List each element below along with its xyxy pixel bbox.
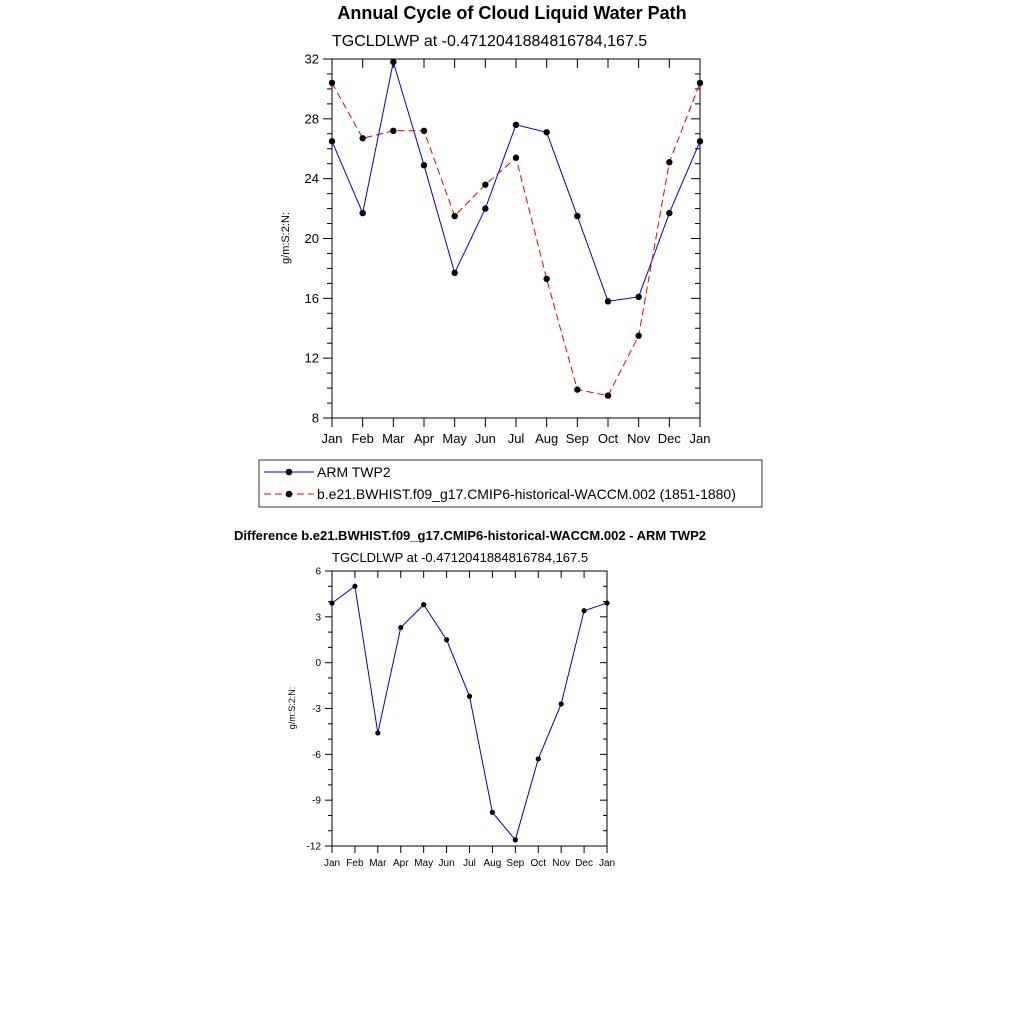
data-point — [536, 756, 541, 761]
data-point — [398, 625, 403, 630]
y-tick-label: 12 — [304, 350, 319, 366]
x-tick-label: Feb — [346, 858, 364, 869]
data-point — [605, 392, 611, 398]
data-point — [574, 213, 580, 219]
x-tick-labels — [324, 858, 615, 869]
data-point — [666, 210, 672, 216]
data-point — [390, 128, 396, 134]
legend-marker-model — [286, 491, 293, 498]
x-tick-label: Jan — [323, 858, 341, 869]
data-point — [666, 159, 672, 165]
legend — [259, 460, 762, 507]
data-point — [467, 694, 472, 699]
data-point — [543, 276, 549, 282]
x-tick-label: Dec — [657, 431, 681, 446]
plot-frame — [332, 571, 607, 846]
data-point — [635, 294, 641, 300]
x-tick-label: Sep — [506, 858, 525, 869]
y-tick-label: 16 — [304, 290, 319, 306]
legend-label-arm: ARM TWP2 — [317, 464, 391, 480]
data-point — [390, 59, 396, 65]
data-point — [359, 210, 365, 216]
data-point — [513, 155, 519, 161]
series-line-0 — [332, 62, 700, 301]
x-tick-label: Apr — [392, 858, 409, 869]
x-tick-label: Jan — [321, 431, 343, 446]
y-tick-label: 28 — [304, 111, 319, 127]
x-tick-label: Sep — [565, 431, 589, 446]
data-point — [543, 129, 549, 135]
plot-frame — [332, 59, 700, 418]
data-point — [559, 701, 564, 706]
data-point — [513, 122, 519, 128]
y-tick-label: 3 — [315, 612, 321, 624]
x-tick-label: Jan — [598, 858, 616, 869]
data-point — [352, 584, 357, 589]
data-point — [635, 333, 641, 339]
series-line-1 — [332, 83, 700, 396]
y-tick-label: 8 — [311, 410, 319, 426]
y-axis-label: g/m:S:2:N: — [280, 212, 292, 264]
data-point — [444, 637, 449, 642]
data-point — [513, 837, 518, 842]
legend-label-model: b.e21.BWHIST.f09_g17.CMIP6-historical-WACCM.002 (1851-1880) — [317, 486, 736, 502]
data-point — [490, 810, 495, 815]
x-tick-label: Jun — [438, 858, 455, 869]
x-tick-label: Oct — [530, 858, 547, 869]
data-point — [574, 386, 580, 392]
x-tick-labels — [322, 431, 711, 446]
x-tick-label: Jul — [463, 858, 476, 869]
y-tick-label: -12 — [306, 841, 321, 853]
x-tick-label: Jan — [689, 431, 711, 446]
y-tick-label: -3 — [312, 704, 321, 715]
x-tick-label: Mar — [369, 858, 387, 869]
chart-subtitle: TGCLDLWP at -0.47120418848167​84,167.5 — [332, 33, 648, 50]
tick-marks — [323, 59, 700, 427]
x-tick-label: Apr — [413, 431, 435, 446]
chart-subtitle: TGCLDLWP at -0.4712041884816784,167.5 — [332, 550, 589, 565]
y-tick-label: -9 — [312, 795, 321, 807]
data-point — [421, 128, 427, 134]
x-tick-label: Oct — [597, 431, 619, 446]
chart-title: Difference b.e21.BWHIST.f09_g17.CMIP6-historical-WACCM.002 - ARM TWP2 — [234, 528, 706, 543]
y-tick-label: 6 — [315, 566, 321, 578]
y-tick-label: -6 — [312, 749, 321, 761]
x-tick-label: Aug — [535, 431, 559, 446]
y-axis-label: g/m:S:2:N: — [287, 686, 297, 730]
data-point — [421, 602, 426, 607]
x-tick-label: Feb — [351, 431, 374, 446]
data-point — [451, 270, 457, 276]
x-tick-label: Jun — [474, 431, 496, 446]
y-tick-label: 24 — [304, 171, 319, 187]
x-tick-label: Aug — [483, 858, 502, 869]
x-tick-label: Nov — [552, 858, 571, 869]
data-point — [482, 181, 488, 187]
y-tick-label: 32 — [304, 51, 319, 67]
series-layer — [329, 584, 609, 843]
data-point — [482, 205, 488, 211]
data-point — [421, 162, 427, 168]
x-tick-label: May — [442, 431, 467, 446]
chart-title: Annual Cycle of Cloud Liquid Water Path — [337, 3, 687, 23]
data-point — [581, 608, 586, 613]
legend-marker-arm — [286, 469, 293, 476]
y-tick-label: 0 — [315, 658, 321, 670]
x-tick-label: Dec — [575, 858, 593, 869]
series-layer — [329, 59, 703, 399]
data-point — [451, 213, 457, 219]
x-tick-label: Jul — [507, 431, 525, 446]
series-line-0 — [332, 586, 607, 840]
data-point — [605, 298, 611, 304]
chart-annual-cycle — [280, 3, 710, 446]
y-tick-labels — [307, 567, 322, 853]
data-point — [359, 135, 365, 141]
x-tick-label: May — [414, 858, 434, 869]
y-tick-labels — [305, 52, 319, 426]
x-tick-label: Mar — [382, 431, 405, 446]
x-tick-label: Nov — [627, 431, 651, 446]
y-tick-label: 20 — [304, 231, 319, 247]
data-point — [375, 730, 380, 735]
chart-difference — [234, 528, 706, 869]
tick-marks — [325, 571, 607, 853]
